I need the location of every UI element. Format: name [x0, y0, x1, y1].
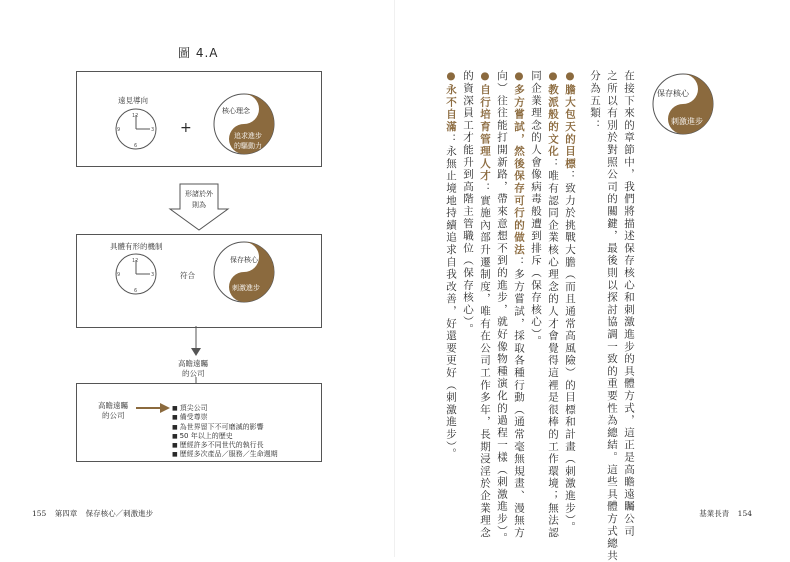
list-item: ■ 備受尊崇	[172, 413, 278, 422]
bullet-3-label: 多方嘗試，然後保存可行的做法	[513, 83, 525, 257]
plus-sign: +	[180, 120, 192, 136]
right-page	[395, 0, 790, 562]
visionary-criteria-list	[172, 404, 278, 460]
right-footer	[699, 508, 758, 519]
bullet-1-text: ：致力於挑戰大膽（而且通常高風險）的目標和計畫（刺激進步）。	[564, 169, 576, 534]
bullet-2-text: ：唯有認同企業核心理念的人才會覺得這裡是很棒的工作環境；無法認	[547, 157, 559, 539]
visionary-label-1: 高瞻遠矚	[98, 401, 128, 410]
mechanisms-label: 具體有形的機制	[110, 242, 163, 251]
yin-yang-icon	[212, 240, 276, 304]
down-connector-icon	[190, 326, 202, 356]
clock-icon	[114, 107, 158, 151]
svg-text:6: 6	[134, 288, 138, 294]
clock-icon	[114, 252, 158, 296]
list-item: ■ 為世界留下不可磨滅的影響	[172, 423, 278, 432]
bullet-1-label: 膽大包天的目標	[564, 83, 576, 170]
drive-label-1: 追求進步	[234, 132, 262, 140]
figure-box-vision	[76, 71, 322, 167]
svg-text:12: 12	[132, 258, 139, 264]
chapter-title: 保存核心／刺激進步	[85, 509, 154, 518]
emblem-bottom-label: 刺激進步	[671, 117, 703, 126]
bullet-5-label: 永不自滿	[445, 83, 457, 134]
intro-line-2: 之所以有別於對照公司的關鍵，最後則以探討協調一致的重要性為總結。這些具體方式總共	[606, 70, 618, 562]
left-footer	[32, 508, 159, 519]
bullet-3: ●多方嘗試，然後保存可行的做法：多方嘗試，採取各種行動（通常毫無規畫、漫無方	[513, 70, 525, 539]
intro-line-1: 在接下來的章節中，我們將描述保存核心和刺激進步的具體方式，這正是高瞻遠矚公司	[623, 70, 635, 538]
visionary-label-2: 的公司	[102, 411, 125, 420]
figure-title: 圖 4.A	[178, 46, 219, 60]
bullet-3-continued: 向）往往能打開新路，帶來意想不到的進步，就好像物種演化的過程一樣（刺激進步）。	[496, 70, 508, 545]
svg-text:12: 12	[132, 113, 139, 119]
arrow-label-2: 則為	[192, 201, 206, 209]
right-arrow-icon	[136, 403, 170, 413]
drive-label-2: 的驅動力	[234, 142, 262, 150]
arrow-label-1: 形諸於外	[185, 190, 213, 198]
bullet-5-text: ：永無止境地持續追求自我改善，好還要更好（刺激進步）。	[445, 133, 457, 460]
list-item: ■ 50 年以上的歷史	[172, 432, 278, 441]
bullet-4: ●自行培育管理人才：實施內部升遷制度，唯有在公司工作多年，長期浸淫於企業理念	[479, 70, 491, 539]
svg-text:3: 3	[151, 272, 155, 278]
svg-text:9: 9	[117, 272, 121, 278]
list-item: ■ 歷經多次產品／服務／生命週期	[172, 450, 278, 459]
bullet-2-label: 教派般的文化	[547, 83, 559, 158]
book-title: 基業長青	[699, 509, 730, 518]
svg-text:9: 9	[117, 127, 121, 133]
bullet-5: ●永不自滿：永無止境地持續追求自我改善，好還要更好（刺激進步）。	[445, 70, 457, 460]
fit-label: 符合	[180, 271, 195, 280]
list-item: ■ 頂尖公司	[172, 404, 278, 413]
vision-label: 遠見導向	[118, 96, 148, 105]
preserve-core-label: 保存核心	[230, 256, 258, 264]
result-label-1: 高瞻遠矚	[178, 359, 208, 368]
bullet-4-text: ：實施內部升遷制度，唯有在公司工作多年，長期浸淫於企業理念	[479, 182, 491, 539]
core-ideology-label: 核心理念	[222, 107, 250, 115]
bullet-3-text: ：多方嘗試，採取各種行動（通常毫無規畫、漫無方	[513, 256, 525, 539]
page-number: 155	[32, 509, 47, 518]
bullet-1: ●膽大包天的目標：致力於挑戰大膽（而且通常高風險）的目標和計畫（刺激進步）。	[564, 70, 576, 534]
chapter-label: 第四章	[54, 509, 78, 518]
left-page	[0, 0, 395, 557]
svg-text:3: 3	[151, 127, 155, 133]
svg-text:6: 6	[134, 143, 138, 149]
bullet-4-continued: 的資深員工才能升到高階主管職位（保存核心）。	[462, 70, 474, 336]
list-item: ■ 歷經許多不同世代的執行長	[172, 441, 278, 450]
emblem-top-label: 保存核心	[657, 89, 689, 98]
page-number: 154	[737, 509, 752, 518]
result-label-2: 的公司	[182, 369, 205, 378]
bullet-4-label: 自行培育管理人才	[479, 83, 491, 183]
bullet-2-continued: 同企業理念的人會像病毒般遭到排斥（保存核心）。	[530, 70, 542, 348]
stimulate-progress-label: 刺激進步	[232, 284, 260, 292]
intro-line-3: 分為五類：	[589, 70, 601, 132]
bullet-2: ●教派般的文化：唯有認同企業核心理念的人才會覺得這裡是很棒的工作環境；無法認	[547, 70, 559, 539]
